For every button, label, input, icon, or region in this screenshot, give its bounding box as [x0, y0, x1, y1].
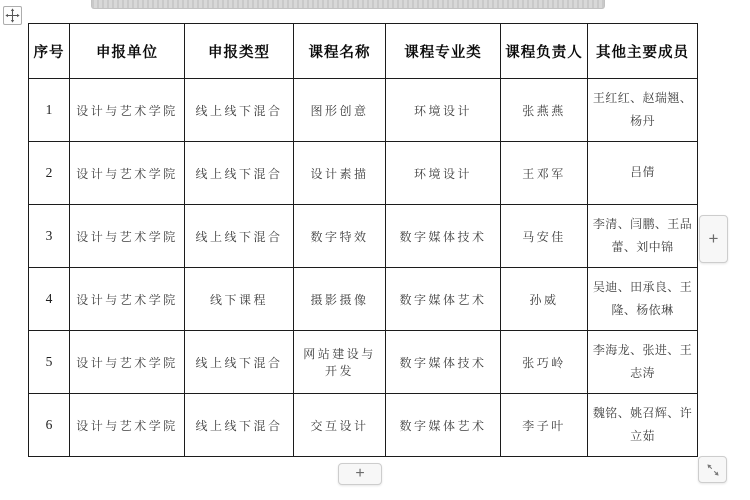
cell-members[interactable]: 李海龙、张进、王志涛 [588, 331, 698, 394]
cell-type[interactable]: 线上线下混合 [185, 142, 294, 205]
cell-course[interactable]: 设计素描 [294, 142, 386, 205]
cell-leader[interactable]: 马安佳 [501, 205, 588, 268]
cell-course[interactable]: 图形创意 [294, 79, 386, 142]
cell-no[interactable]: 5 [29, 331, 70, 394]
cell-unit[interactable]: 设计与艺术学院 [70, 331, 185, 394]
cell-course[interactable]: 交互设计 [294, 394, 386, 457]
cell-unit[interactable]: 设计与艺术学院 [70, 142, 185, 205]
page-edge-strip [91, 0, 605, 9]
cell-category[interactable]: 数字媒体艺术 [386, 394, 501, 457]
table-resize-button[interactable] [698, 456, 727, 483]
cell-leader[interactable]: 张燕燕 [501, 79, 588, 142]
cell-no[interactable]: 2 [29, 142, 70, 205]
add-row-button[interactable] [338, 463, 382, 485]
cell-category[interactable]: 环境设计 [386, 142, 501, 205]
header-members[interactable]: 其他主要成员 [588, 24, 698, 79]
cell-no[interactable]: 6 [29, 394, 70, 457]
cell-unit[interactable]: 设计与艺术学院 [70, 79, 185, 142]
cell-members[interactable]: 魏铭、姚召辉、许立茹 [588, 394, 698, 457]
table-row [29, 205, 698, 268]
cell-members[interactable]: 吕倩 [588, 142, 698, 205]
cell-unit[interactable]: 设计与艺术学院 [70, 394, 185, 457]
header-leader[interactable]: 课程负责人 [501, 24, 588, 79]
cell-no[interactable]: 3 [29, 205, 70, 268]
table-body [29, 79, 698, 457]
header-unit[interactable]: 申报单位 [70, 24, 185, 79]
header-type[interactable]: 申报类型 [185, 24, 294, 79]
plus-icon: + [708, 229, 719, 248]
cell-no[interactable]: 1 [29, 79, 70, 142]
cell-unit[interactable]: 设计与艺术学院 [70, 268, 185, 331]
cell-leader[interactable]: 王邓军 [501, 142, 588, 205]
table-row [29, 331, 698, 394]
cell-leader[interactable]: 李子叶 [501, 394, 588, 457]
cell-leader[interactable]: 孙威 [501, 268, 588, 331]
cell-type[interactable]: 线上线下混合 [185, 394, 294, 457]
cell-members[interactable]: 吴迪、田承良、王隆、杨依琳 [588, 268, 698, 331]
table-row [29, 394, 698, 457]
plus-icon: + [355, 465, 365, 482]
move-cross-icon [5, 8, 20, 23]
cell-type[interactable]: 线下课程 [185, 268, 294, 331]
cell-category[interactable]: 数字媒体技术 [386, 205, 501, 268]
table-row [29, 142, 698, 205]
header-category[interactable]: 课程专业类 [386, 24, 501, 79]
cell-course[interactable]: 网站建设与开发 [294, 331, 386, 394]
add-column-button[interactable] [699, 215, 728, 263]
cell-members[interactable]: 李清、闫鹏、王品蕾、刘中锦 [588, 205, 698, 268]
cell-no[interactable]: 4 [29, 268, 70, 331]
diagonal-resize-icon [705, 462, 721, 478]
table-row [29, 79, 698, 142]
cell-type[interactable]: 线上线下混合 [185, 331, 294, 394]
cell-course[interactable]: 数字特效 [294, 205, 386, 268]
cell-unit[interactable]: 设计与艺术学院 [70, 205, 185, 268]
cell-type[interactable]: 线上线下混合 [185, 205, 294, 268]
course-table [28, 23, 698, 457]
header-no[interactable]: 序号 [29, 24, 70, 79]
cell-category[interactable]: 环境设计 [386, 79, 501, 142]
table-row [29, 268, 698, 331]
cell-type[interactable]: 线上线下混合 [185, 79, 294, 142]
header-course[interactable]: 课程名称 [294, 24, 386, 79]
table-header-row [29, 24, 698, 79]
cell-leader[interactable]: 张巧岭 [501, 331, 588, 394]
cell-category[interactable]: 数字媒体技术 [386, 331, 501, 394]
cell-members[interactable]: 王红红、赵瑞翘、杨丹 [588, 79, 698, 142]
table-move-handle[interactable] [3, 6, 22, 25]
cell-category[interactable]: 数字媒体艺术 [386, 268, 501, 331]
cell-course[interactable]: 摄影摄像 [294, 268, 386, 331]
